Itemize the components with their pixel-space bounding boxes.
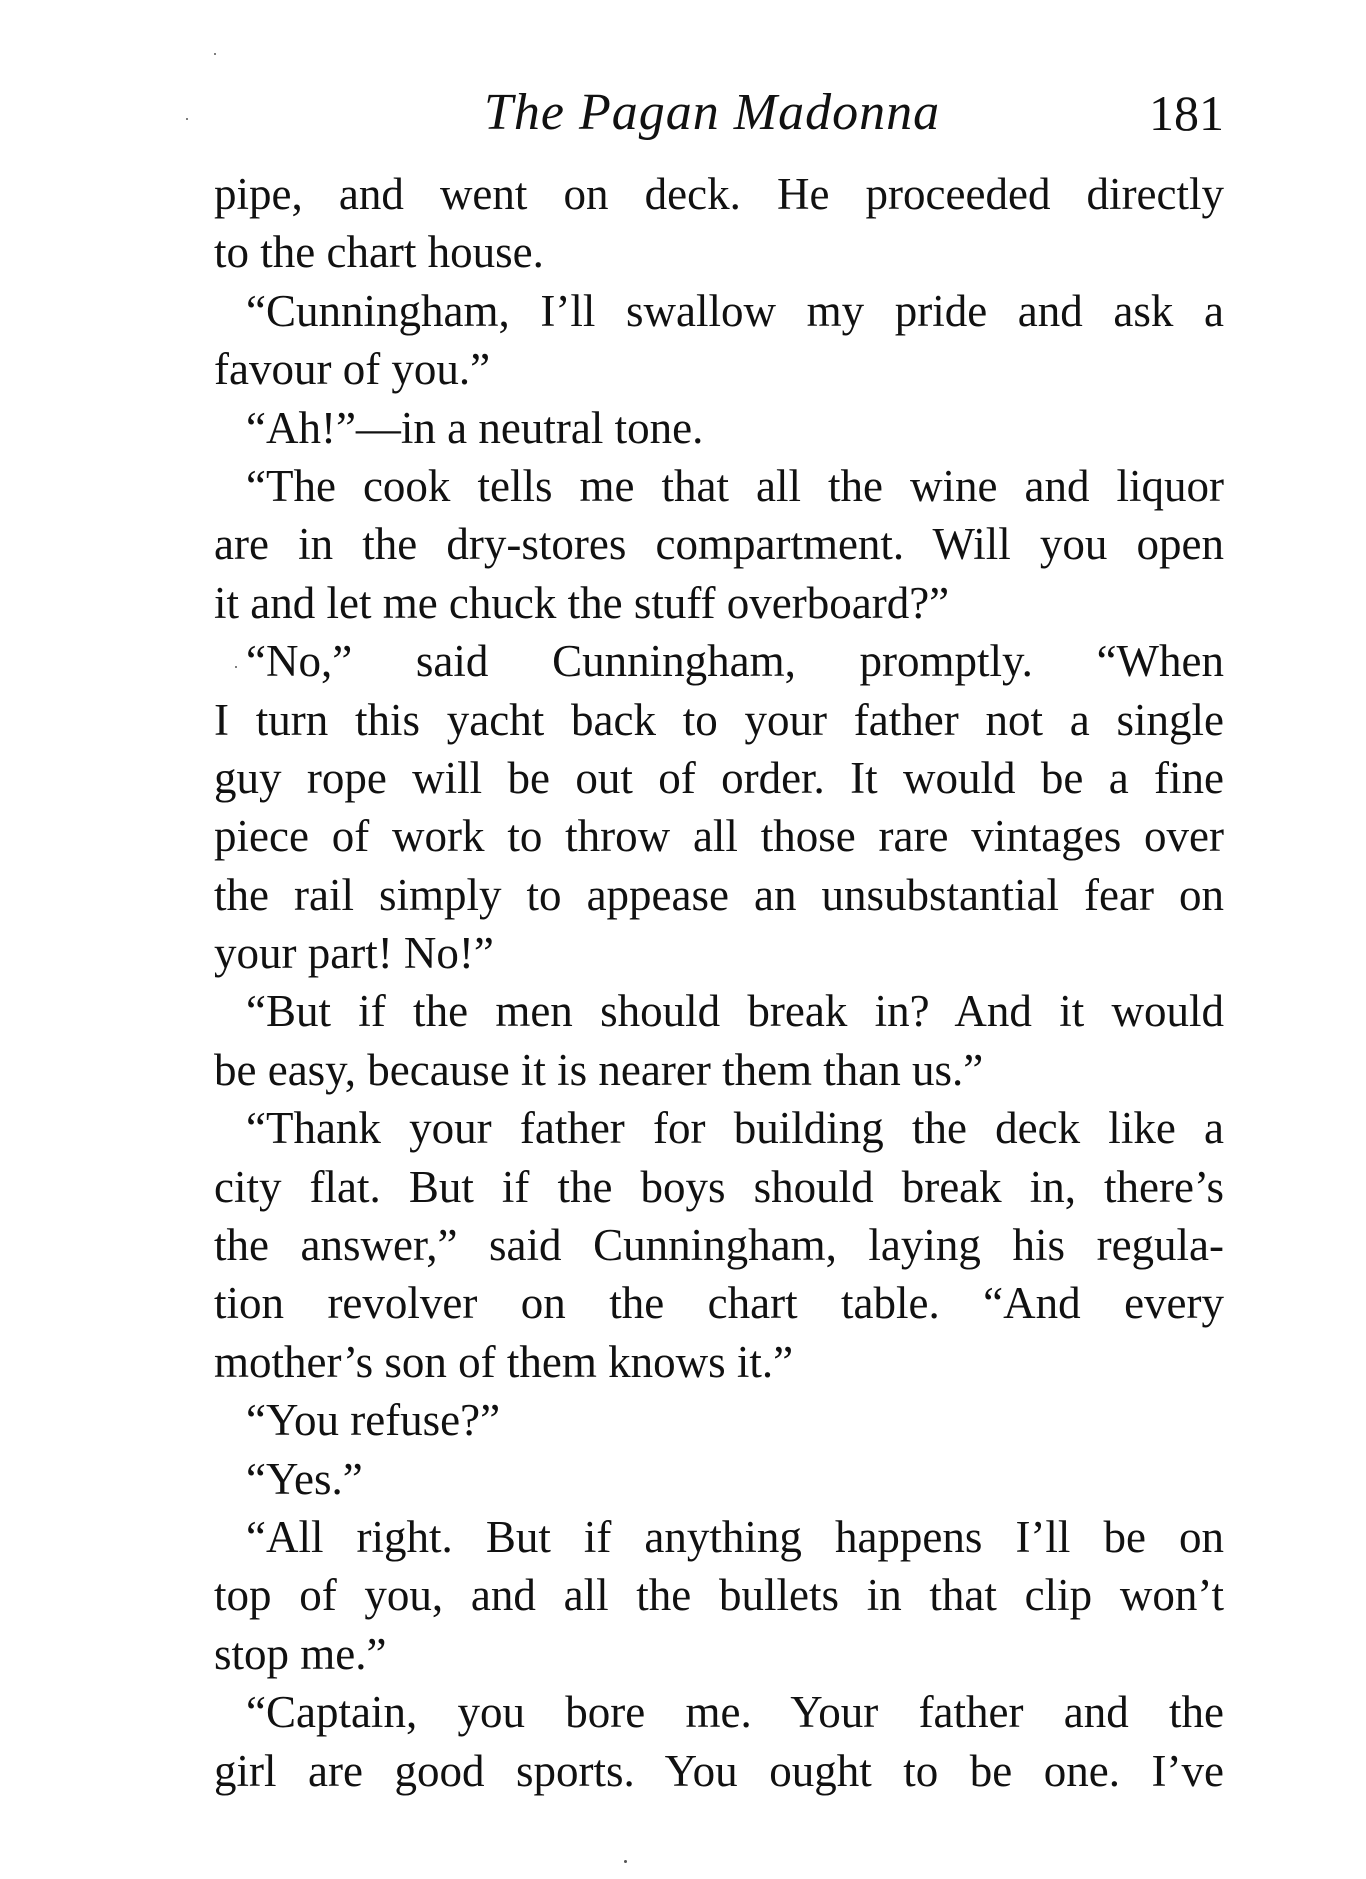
running-title: The Pagan Madonna xyxy=(484,84,941,141)
paper-speck xyxy=(214,53,216,55)
text-line: the answer,” said Cunningham, laying his regula- xyxy=(214,1220,1224,1271)
text-line: girl are good sports. You ought to be one. I’ve xyxy=(214,1745,1224,1796)
text-line: “Yes.” xyxy=(246,1453,363,1504)
text-line: to the chart house. xyxy=(214,227,544,278)
text-line: mother’s son of them knows it.” xyxy=(214,1336,794,1387)
text-line: piece of work to throw all those rare vintages over xyxy=(214,811,1224,862)
text-line: it and let me chuck the stuff overboard?” xyxy=(214,577,950,628)
text-line: “But if the men should break in? And it would xyxy=(246,986,1224,1037)
text-line: “Cunningham, I’ll swallow my pride and ask a xyxy=(246,285,1224,336)
text-line: “Captain, you bore me. Your father and the xyxy=(246,1687,1224,1738)
text-line: “All right. But if anything happens I’ll be on xyxy=(246,1511,1224,1562)
text-line: be easy, because it is nearer them than us.” xyxy=(214,1044,984,1095)
text-line: “No,” said Cunningham, promptly. “When xyxy=(246,636,1224,687)
paper-speck xyxy=(235,666,237,668)
text-line: favour of you.” xyxy=(214,344,491,395)
text-line: guy rope will be out of order. It would be a fine xyxy=(214,752,1224,803)
body-text xyxy=(214,165,1224,1800)
text-line: “Thank your father for building the deck like a xyxy=(246,1103,1224,1154)
paper-speck xyxy=(186,118,188,120)
text-line: city flat. But if the boys should break in, there’s xyxy=(214,1161,1224,1212)
text-line: “Ah!”—in a neutral tone. xyxy=(246,402,704,453)
paper-speck xyxy=(624,1860,627,1863)
text-line: are in the dry-stores compartment. Will you open xyxy=(214,519,1224,570)
text-line: the rail simply to appease an unsubstantial fear on xyxy=(214,869,1224,920)
text-line: “The cook tells me that all the wine and liquor xyxy=(246,460,1224,511)
text-line: pipe, and went on deck. He proceeded directly xyxy=(214,169,1224,219)
running-head xyxy=(214,78,1224,148)
text-line: stop me.” xyxy=(214,1628,387,1679)
text-line: “You refuse?” xyxy=(246,1395,501,1446)
text-line: tion revolver on the chart table. “And every xyxy=(214,1278,1224,1329)
page-number: 181 xyxy=(1149,85,1224,141)
text-line: your part! No!” xyxy=(214,928,494,979)
text-line: top of you, and all the bullets in that clip won’t xyxy=(214,1570,1224,1621)
text-line: I turn this yacht back to your father not a single xyxy=(214,694,1224,745)
